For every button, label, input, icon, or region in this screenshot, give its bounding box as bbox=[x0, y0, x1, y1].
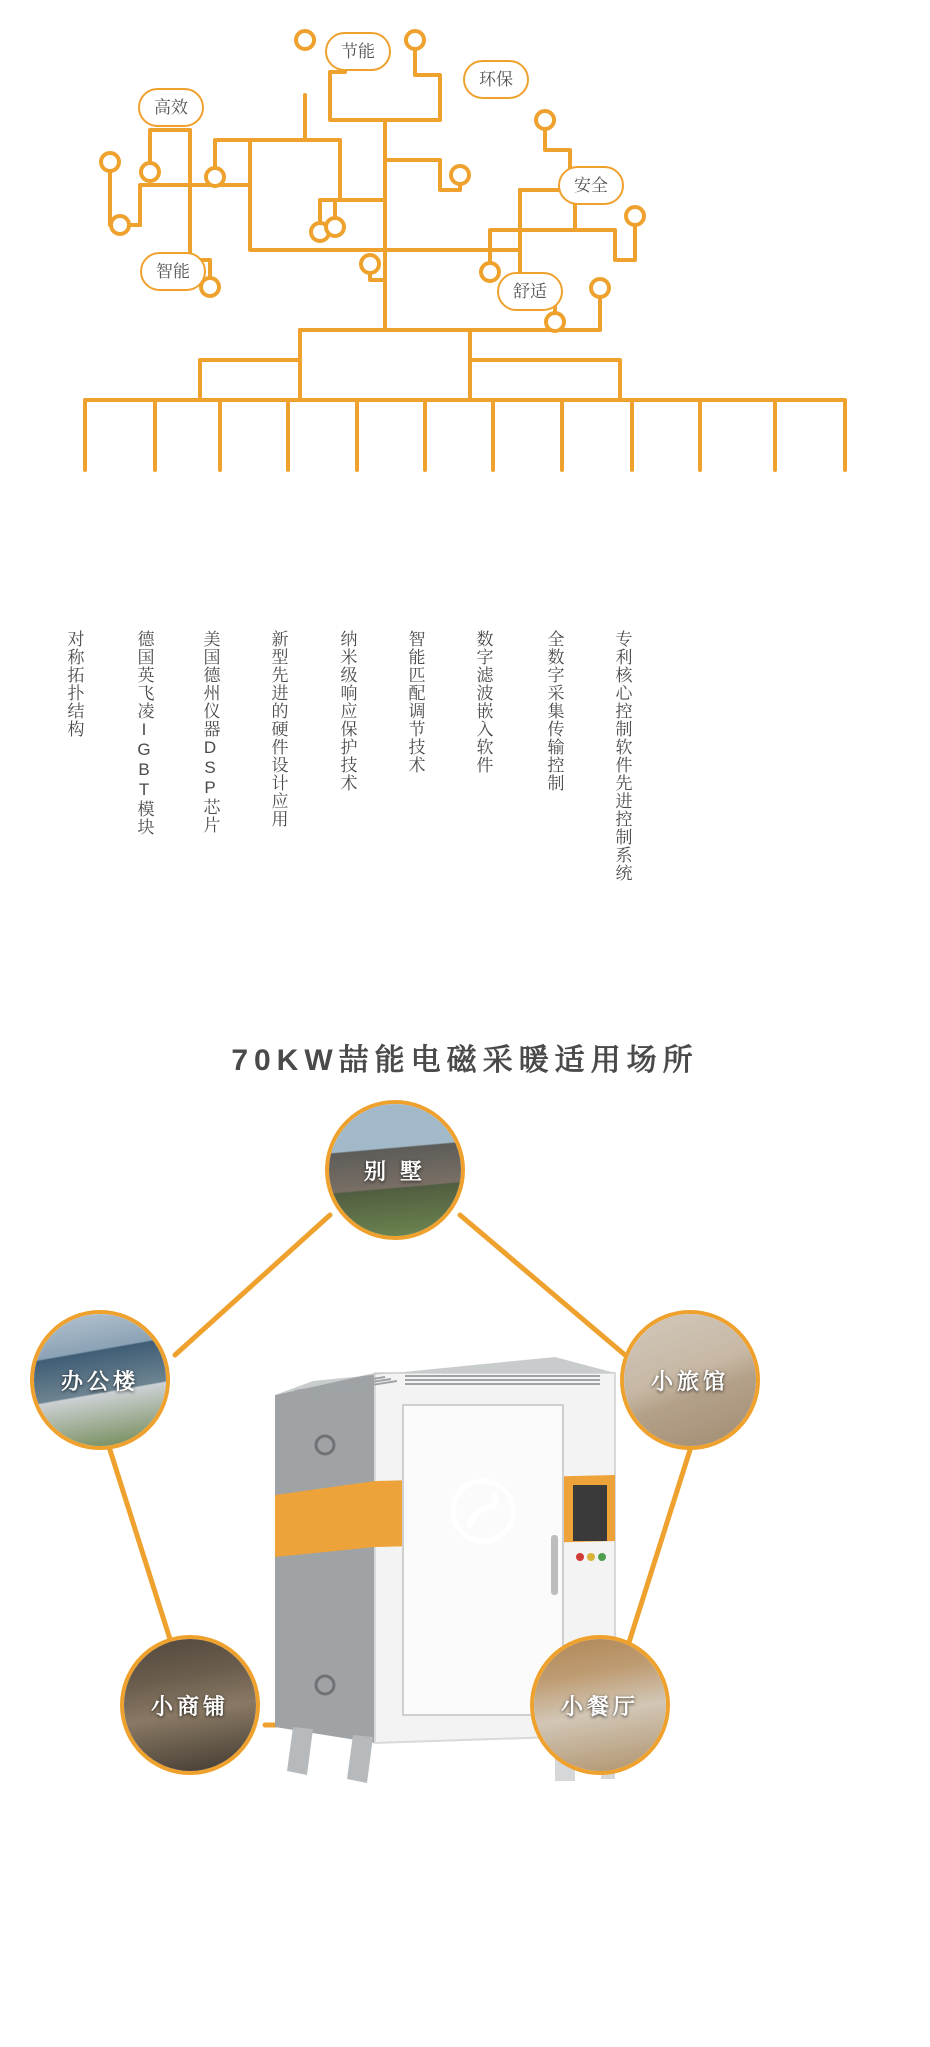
app-node-office[interactable] bbox=[30, 1310, 170, 1450]
tree-bubble-huanbao bbox=[463, 60, 529, 99]
tree-bubble-gaoxiao bbox=[138, 88, 204, 127]
tree-bubble-jieneng bbox=[325, 32, 391, 71]
feature-label-2: 德国英飞凌IGBT模块 bbox=[134, 630, 154, 836]
app-node-label: 别 墅 bbox=[363, 1158, 427, 1184]
feature-label-4: 新型先进的硬件设计应用 bbox=[268, 630, 288, 828]
feature-label-1: 对称拓扑结构 bbox=[64, 630, 84, 738]
bubble-label: 节能 bbox=[341, 42, 375, 61]
feature-label-3: 美国德州仪器DSP芯片 bbox=[200, 630, 220, 834]
feature-label-7: 数字滤波嵌入软件 bbox=[473, 630, 493, 774]
bubble-label: 舒适 bbox=[513, 282, 547, 301]
app-node-label: 小餐厅 bbox=[560, 1693, 639, 1719]
feature-label-8: 全数字采集传输控制 bbox=[544, 630, 564, 792]
feature-label-6: 智能匹配调节技术 bbox=[405, 630, 425, 774]
app-node-hotel[interactable] bbox=[620, 1310, 760, 1450]
app-node-label: 办公楼 bbox=[60, 1368, 139, 1394]
app-node-restaurant[interactable] bbox=[530, 1635, 670, 1775]
bubble-label: 智能 bbox=[156, 262, 190, 281]
tree-bubble-anquan bbox=[558, 166, 624, 205]
bubble-label: 高效 bbox=[154, 98, 188, 117]
feature-label-5: 纳米级响应保护技术 bbox=[337, 630, 357, 792]
bubble-label: 环保 bbox=[479, 70, 513, 89]
bubble-label: 安全 bbox=[574, 176, 608, 195]
feature-label-9: 专利核心控制软件先进控制系统 bbox=[612, 630, 632, 882]
tree-bubble-zhineng bbox=[140, 252, 206, 291]
app-node-label: 小商铺 bbox=[150, 1693, 229, 1719]
technology-tree-section bbox=[0, 0, 930, 1000]
app-node-villa[interactable] bbox=[325, 1100, 465, 1240]
tree-bubble-shushi bbox=[497, 272, 563, 311]
page-title: 70KW喆能电磁采暖适用场所 bbox=[231, 1044, 699, 1077]
feature-label-list bbox=[0, 630, 930, 960]
application-scenarios-section bbox=[0, 1100, 930, 2047]
app-node-label: 小旅馆 bbox=[650, 1368, 729, 1394]
app-node-shop[interactable] bbox=[120, 1635, 260, 1775]
